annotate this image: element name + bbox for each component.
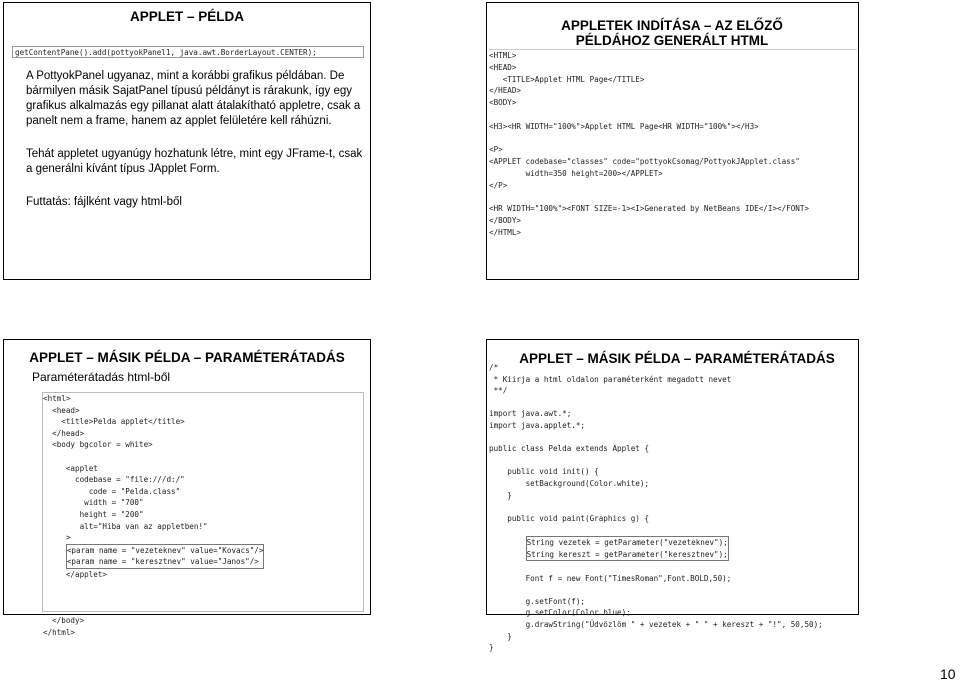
slide-parameter-passing-java <box>486 339 859 653</box>
slide-title: APPLET – PÉLDA <box>129 9 245 24</box>
slide-parameter-passing-html <box>3 339 371 637</box>
code-bottom: </applet> </body> </html> <box>43 569 108 637</box>
code-snippet: getContentPane().add(pottyokPanel1, java.awt.BorderLayout.CENTER); <box>12 46 364 58</box>
slide-subtitle: Paraméterátadás html-ből <box>32 370 171 384</box>
slide-title: APPLET – MÁSIK PÉLDA – PARAMÉTERÁTADÁS <box>519 351 835 366</box>
get-parameter-highlight-box: String vezetek = getParameter("vezeteknev"); String kereszt = getParameter("keresztnev"); <box>526 536 729 561</box>
html-code-block: <HTML> <HEAD> <TITLE>Applet HTML Page</TITLE> </HEAD> <BODY> <H3><HR WIDTH="100%">Applet HTML Page<HR WIDTH="100%"></H3> <P> <APPLET codebase="classes" code="pottyokCsomag/PottyokJApplet.class" width=350 height=200></APPLET> </P> <HR WIDTH="100%"><FONT SIZE=-1><I>Generated by NetBeans IDE</I></FONT> </BODY> </HTML> <box>489 49 857 236</box>
paragraph: Tehát appletet ugyanúgy hozhatunk létre, mint egy JFrame-t, csak a generálni kívánt típus JApplet Form. <box>26 148 363 175</box>
slide-applet-launch-html <box>486 2 859 280</box>
paragraph: A PottyokPanel ugyanaz, mint a korábbi grafikus példában. De bármilyen másik SajatPanel típusú példányt is rárakunk, így egy grafikus alkalmazás egy pillanat alatt átalakítható appletre, csak a panelt nem a frame, hanem az applet felületére kell ráhúzni. <box>26 70 361 127</box>
html-code-block <box>42 392 364 637</box>
page-number: 10 <box>940 666 956 682</box>
slide-body <box>26 69 366 228</box>
param-highlight-box: <param name = "vezeteknev" value="Kovacs"/> <param name = "keresztnev" value="Janos"/> <box>66 544 265 569</box>
slide-applet-example <box>3 2 371 280</box>
java-code-block <box>489 362 857 653</box>
code-top: <html> <head> <title>Pelda applet</title> </head> <body bgcolor = white> <applet codebase = "file:///d:/" code = "Pelda.class" width = "700" height = "200" alt="Hiba van az appletben!" > <box>43 394 208 543</box>
slide-title: APPLET – MÁSIK PÉLDA – PARAMÉTERÁTADÁS <box>29 350 345 365</box>
paragraph: Futtatás: fájlként vagy html-ből <box>26 196 182 208</box>
code-bottom: Font f = new Font("TimesRoman",Font.BOLD,50); g.setFont(f); g.setColor(Color.blue); g.drawString("Üdvözlöm " + vezetek + " " + kereszt + "!", 50,50); } } <box>489 573 823 653</box>
code-top: /* * Kiirja a html oldalon paraméterként megadott nevet **/ import java.awt.*; import java.applet.*; public class Pelda extends Applet { public void init() { setBackground(Color.white); } public void paint(Graphics g) { <box>489 363 732 523</box>
slide-title: APPLETEK INDÍTÁSA – AZ ELŐZŐ PÉLDÁHOZ GENERÁLT HTML <box>561 18 783 48</box>
